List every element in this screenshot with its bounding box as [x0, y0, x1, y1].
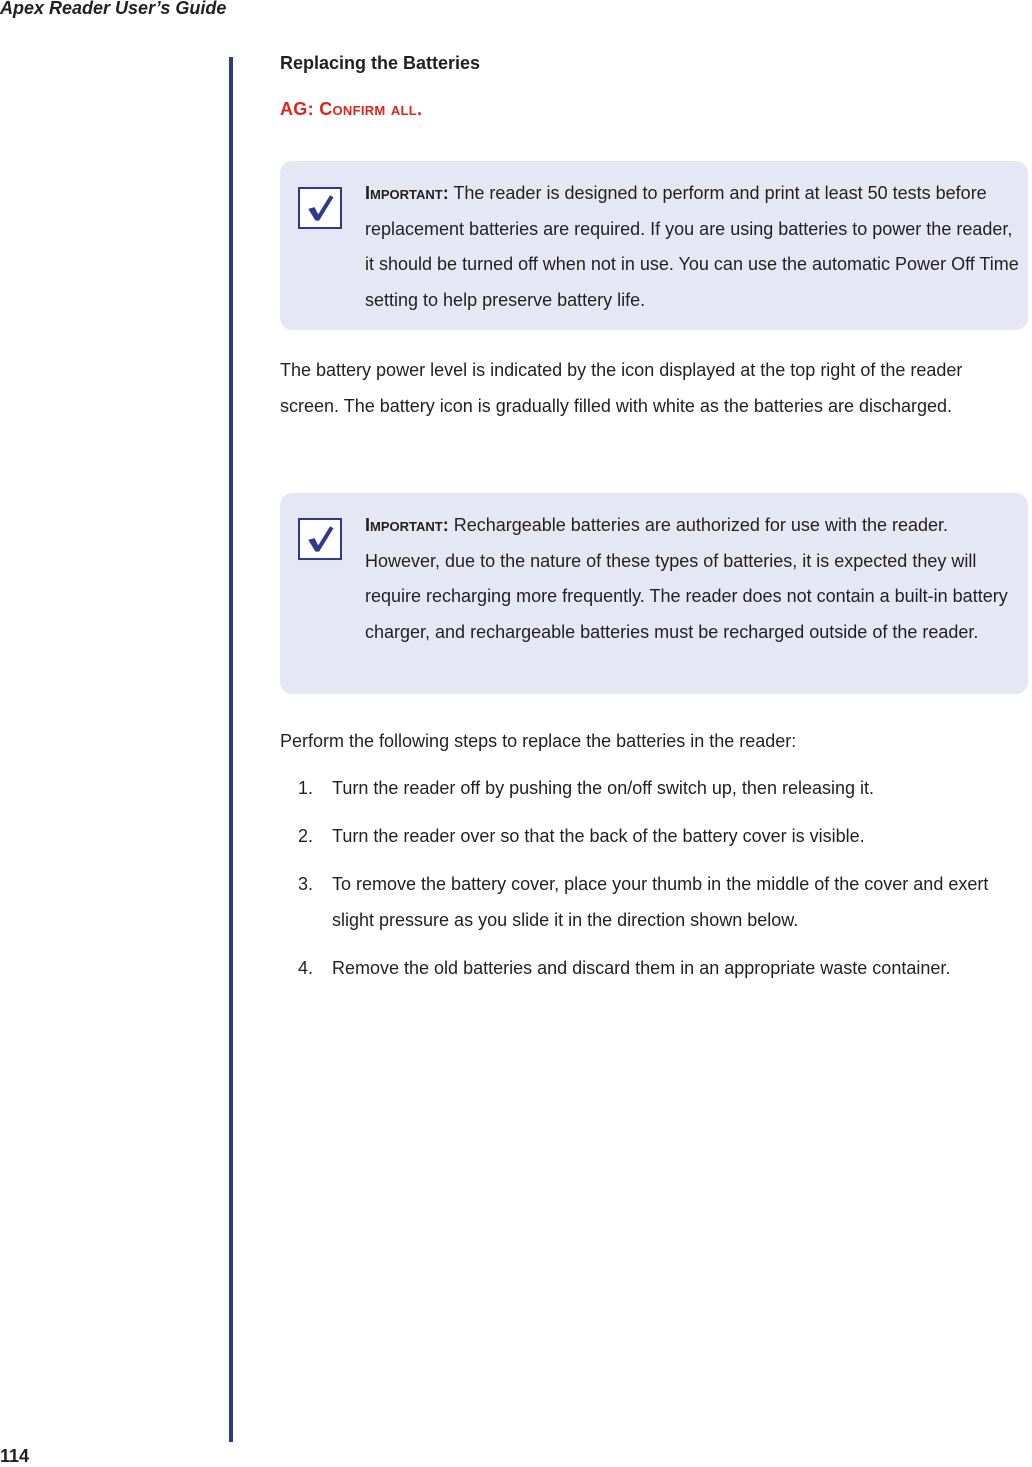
running-header: Apex Reader User’s Guide	[0, 0, 227, 18]
callout-body: The reader is designed to perform and print at least 50 tests before replacement batteries are required. If you are using batteries to power the reader, it should be turned off when not in use. You can use the automatic Power Off Time setting to help preserve battery life.	[365, 183, 1019, 310]
battery-level-paragraph: The battery power level is indicated by the icon displayed at the top right of the reader screen. The battery icon is gradually filled with white as the batteries are discharged.	[280, 360, 963, 416]
important-callout	[280, 493, 1028, 694]
callout-body: Rechargeable batteries are authorized for use with the reader. However, due to the nature of these types of batteries, it is expected they will require recharging more frequently. The reader does not contain a built-in battery charger, and rechargeable batteries must be recharged outside of the reader.	[365, 515, 1008, 642]
important-callout	[280, 161, 1028, 330]
callout-lead: Important:	[365, 515, 449, 535]
section-title: Replacing the Batteries	[280, 53, 481, 73]
page-number: 114	[0, 1446, 30, 1466]
step-number: 3.	[298, 874, 314, 894]
step-text: To remove the battery cover, place your thumb in the middle of the cover and exert slight pressure as you slide it in the direction shown below.	[332, 874, 989, 930]
steps-list	[280, 770, 1032, 998]
callout-text	[365, 176, 1020, 318]
list-item	[280, 770, 1032, 806]
steps-intro: Perform the following steps to replace the batteries in the reader:	[280, 731, 797, 751]
list-item	[280, 818, 1032, 854]
step-text: Turn the reader off by pushing the on/off switch up, then releasing it.	[332, 778, 875, 798]
step-number: 4.	[298, 958, 314, 978]
list-item	[280, 950, 1032, 986]
callout-text	[365, 508, 1020, 650]
editor-note: AG: Confirm all.	[280, 99, 423, 119]
step-number: 1.	[298, 778, 314, 798]
step-number: 2.	[298, 826, 314, 846]
list-item	[280, 866, 1032, 938]
step-text: Turn the reader over so that the back of the battery cover is visible.	[332, 826, 865, 846]
step-text: Remove the old batteries and discard them in an appropriate waste container.	[332, 958, 951, 978]
page-content	[280, 50, 1032, 978]
checkmark-icon	[298, 518, 342, 560]
callout-lead: Important:	[365, 183, 449, 203]
checkmark-icon	[298, 187, 342, 229]
margin-rule	[229, 57, 233, 1442]
